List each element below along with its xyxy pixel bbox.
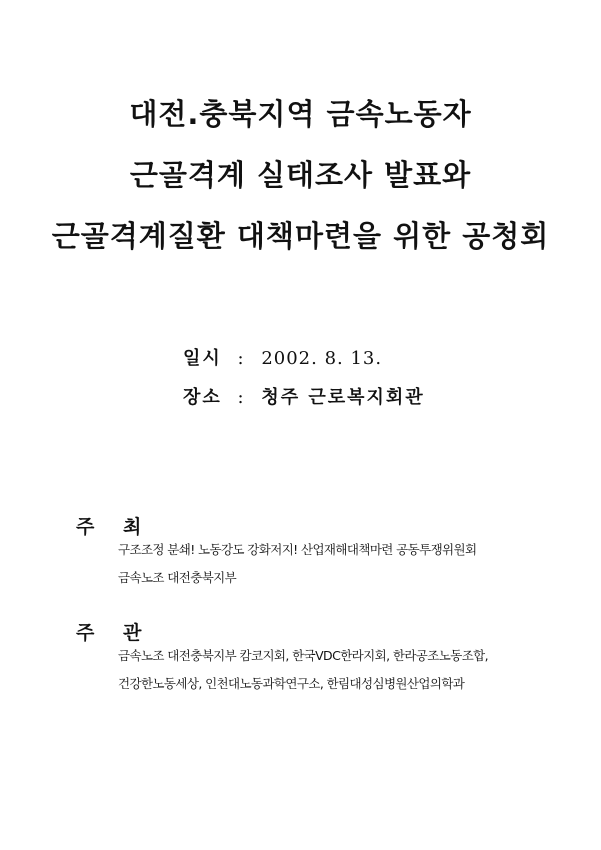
organizer-line: 건강한노동세상, 인천대노동과학연구소, 한림대성심병원산업의학과	[118, 676, 465, 691]
organizer-line: 금속노조 대전충북지부 캄코지회, 한국VDC한라지회, 한라공조노동조합,	[118, 648, 489, 663]
host-heading: 주 최	[76, 516, 153, 538]
title-line-2: 근골격계 실태조사 발표와	[129, 158, 472, 192]
date-separator: :	[237, 348, 244, 369]
host-line: 금속노조 대전충북지부	[118, 570, 237, 585]
host-line: 구조조정 분쇄! 노동강도 강화저지! 산업재해대책마련 공동투쟁위원회	[118, 542, 477, 557]
title-line-3: 근골격계질환 대책마련을 위한 공청회	[51, 219, 550, 253]
document-title	[0, 98, 601, 281]
title-line-1: 대전.충북지역 금속노동자	[129, 97, 472, 131]
event-info	[183, 348, 425, 426]
venue-row	[183, 387, 425, 409]
date-value: 2002. 8. 13.	[261, 348, 383, 369]
venue-label: 장소	[183, 387, 222, 408]
organizer-section	[76, 622, 489, 691]
venue-value: 청주 근로복지회관	[261, 387, 425, 408]
organizer-heading: 주 관	[76, 622, 153, 644]
organizer-list	[118, 648, 488, 704]
venue-separator: :	[237, 387, 244, 408]
date-row	[183, 348, 425, 370]
host-section	[76, 516, 477, 585]
host-list	[118, 542, 476, 598]
date-label: 일시	[183, 348, 222, 369]
